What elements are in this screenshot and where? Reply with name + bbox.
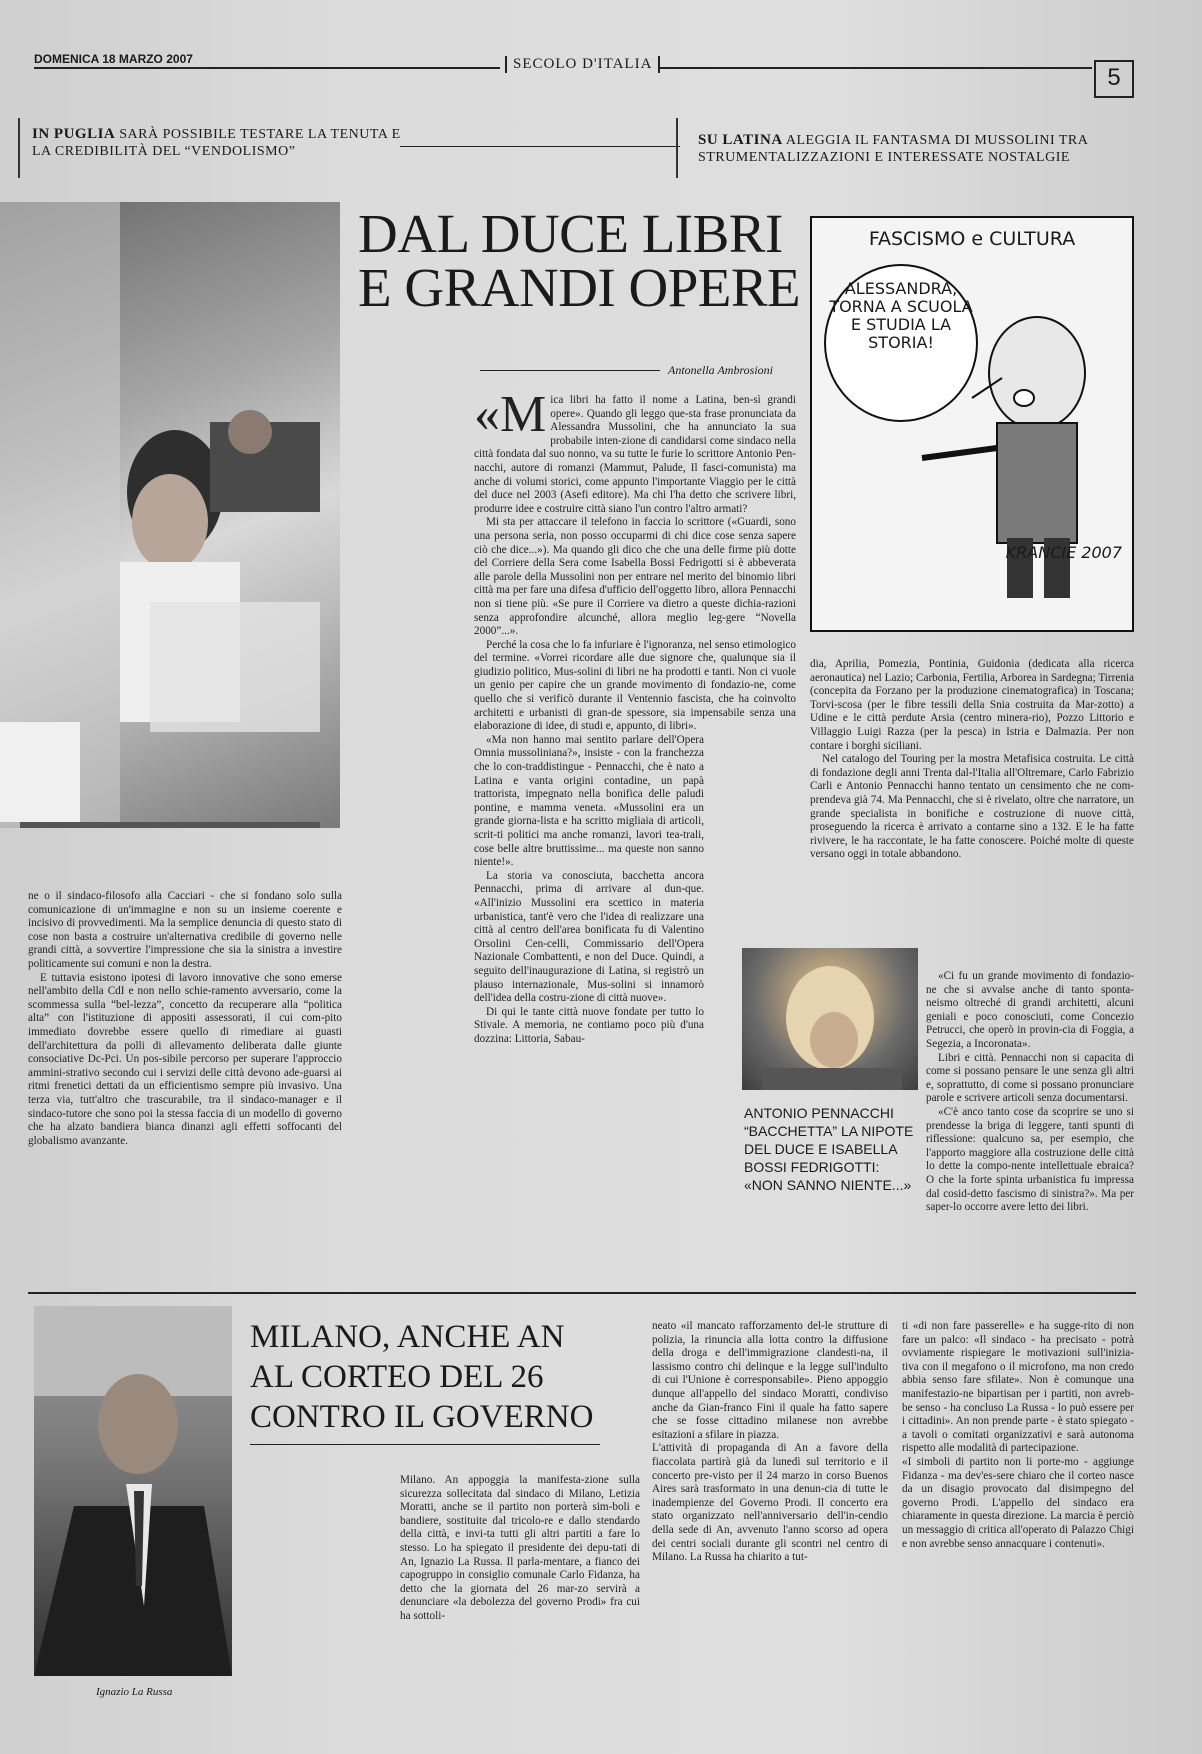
main-article-para: ica libri ha fatto il nome a Latina, ben-sì grandi opere». Quando gli leggo que-sta frase pronunciata da Alessandra Mussolini, che ha annunciato la sua probabile inten-zione di candidarsi come sindaco nella città fondata dal suo nonno, va su tutte le furie lo scrittore Antonio Pen-nacchi, autore di romanzi (Mammut, Palude, Il fasci-comunista) ma anche di volumi storici, come appunto l'importante Viaggio per le città del duce nel 2003 (Asefi editore). Ma chi l'ha detto che scrivere libri, produrre idee e costruire città siano l'un contro l'altro armati? <box>474 394 796 515</box>
kicker-bracket-left <box>18 118 20 178</box>
dropcap: «M <box>474 394 547 443</box>
la-russa-caption: Ignazio La Russa <box>96 1686 173 1698</box>
la-russa-photo-illustration <box>34 1306 232 1676</box>
main-article-para: «Ci fu un grande movimento di fondazio-ne che si avvalse anche di tanto sponta-neismo oltreché di grandi architetti, alcuni geniali e poco conosciuti, come Concezio Petrucci, che operò in provin-cia di Foggia, a Segezia, a Incoronata». <box>926 970 1134 1050</box>
main-article-para: Perché la cosa che lo fa infuriare è l'ignoranza, nel senso etimologico del termine. «Vorrei ricordare alle due signore che, qualunque sia il giudizio politico, Mus-solini di libri ne ha prodotti e tanti. Non ci vuole un genio per capire che un grande movimento di fondazio-ne, come quello che si verificò durante il Ventennio fascista, che ha coinvolto architetti e urbanisti di gran-de spessore, sia impensabile senza una elaborazione di idee, di studi e, appunto, di libri». <box>474 638 796 733</box>
byline-rule <box>480 370 660 371</box>
issue-date: DOMENICA 18 MARZO 2007 <box>34 52 193 66</box>
left-column-para: E tuttavia esistono ipotesi di lavoro innovative che sono emerse nell'ambito della CdI e non nello schie-ramento avversario, come la scommessa sulla “bel-lezza”, concetto da recuperare alla “politica alta” con l'istituzione di appositi assessorati, il cui com-pito immediato dovrebbe essere quello di rimediare ai guasti dell'architettura da polli di allevamento deliberata dalle giunte consociative Dc-Pci. Un pos-sibile percorso per superare l'approccio ammini-strativo secondo cui i servizi delle città devono ade-guarsi ai ritmi frenetici dettati da un efficientismo sempre più invasivo. Una terza via, tutt'altro che trascurabile, tra il sindaco-manager e il sindaco-tutore che sono poi la stessa faccia di un modello di governo che ha alzato bandiera bianca dinanzi agli effetti soffocanti del globalismo avanzante. <box>28 971 342 1147</box>
bottom-headline-rule <box>250 1444 600 1445</box>
main-article-para: «Ma non hanno mai sentito parlare dell'Opera Omnia mussoliniana?», insiste - con la franchezza che lo con-traddistingue - Pennacchi, che è nato a Latina e vanta origini contadine, un papà trattorista, impegnato nella bonifica delle paludi pontine, e mamma veneta. «Mussolini era un grande giorna-lista e ha scritto migliaia di articoli, scrit-ti politici ma anche romanzi, lavori tea-trali, cose belle altre bruttissime... ma queste non sanno niente!». <box>474 733 704 869</box>
cartoon-speech-bubble: ALESSANDRA, TORNA A SCUOLA E STUDIA LA STORIA! <box>824 264 978 422</box>
cartoon-title: FASCISMO e CULTURA <box>868 228 1076 250</box>
voting-photo <box>0 202 340 828</box>
main-article-col2-upper <box>810 658 1134 970</box>
la-russa-photo <box>34 1306 232 1676</box>
left-column-para: ne o il sindaco-filosofo alla Cacciari - che si fondano solo sulla comunicazione di un'immagine e non su un insieme coerente e incisivo di provvedimenti. Ma la semplice denuncia di questo stato di cose non basta a costruire un'alternativa credibile di governo nelle grandi città, a sovvertire l'impressione che sia la sinistra a investire politicamente sui comuni e non la destra. <box>28 890 342 970</box>
bottom-article-col3: ti «di non fare passerelle» e ha sugge-rito di non fare un palco: «Il sindaco - ha precisato - potrà ovviamente rispiegare le motivazioni sull'inizia-tiva con il megafono o il microfono, ma non credo abbia senso fare sfilate». Non è comunque una manifestazio-ne bipartisan per i partiti, non avreb-be senso - ha concluso La Russa - lo può essere per i cittadini». An non prende parte - è stato spiegato - a tavoli o comitati organizzativi e sarà autonoma rispetto alle modalità di partecipazione. «I simboli di partito non li porte-mo - aggiunge Fidanza - ma dev'es-sere chiaro che il corteo nasce da un disagio provocato dal disimpegno del governo Prodi. L'appello del sindaco era chiaramente in questa direzione. La marcia è perciò un messaggio di critica all'operato di Palazzo Chigi e non avrebbe senso annacquare i contenuti». <box>902 1320 1134 1550</box>
byline: Antonella Ambrosioni <box>668 363 773 377</box>
masthead: SECOLO D'ITALIA <box>505 56 660 73</box>
bottom-article-col2: neato «il mancato rafforzamento del-le strutture di polizia, la rinuncia alla lotta contro la diffusione della droga e dell'immigrazione clandesti-na, il lassismo contro chi delinque e la legge sull'indulto di cui l'Unione è corresponsabile». Pieno appoggio dunque all'appello del sindaco Moratti, condiviso anche da Gian-franco Fini il quale ha fatto sapere che se fosse cittadino milanese non avrebbe esitazioni a sfilare in piazza. L'attività di propaganda di An a favore della fiaccolata partirà già da lunedì sul territorio e il concerto pre-visto per il 24 marzo in corso Buenos Aires sarà trasformato in una denun-cia di tutte le inadempienze del Governo Prodi. Il concerto era stato organizzato nell'anniversario dell'in-cendio della sede di An, avvenuto l'anno scorso ad opera dei centri sociali durante gli scontri nel centro di Milano. La Russa ha chiarito a tut- <box>652 1320 888 1564</box>
voting-photo-illustration <box>0 202 340 828</box>
photo-caption: ANTONIO PENNACCHI “BACCHETTA” LA NIPOTE DEL DUCE E ISABELLA BOSSI FEDRIGOTTI: «NON SANNO NIENTE...» <box>744 1105 914 1193</box>
main-article-para: Libri e città. Pennacchi non si capacita di come si possano pensare le une senza gli altri e, soprattutto, di come si possano pronunciare parole e scrivere articoli senza documentarsi. <box>926 1051 1134 1105</box>
main-headline-line1: DAL DUCE LIBRI <box>358 203 783 264</box>
bottom-article-col1: Milano. An appoggia la manifesta-zione sulla sicurezza sollecitata dal sindaco di Milano, Letizia Moratti, anche se il partito non porterà sim-boli e bandiere, sostituite dal tricolo-re e dallo stendardo della città, e invi-ta tutti gli altri partiti a fare lo stesso. Lo ha spiegato il presidente dei depu-tati di An, Ignazio La Russa. Il parla-mentare, a fianco dei capogruppo in consiglio comunale Carlo Fidanza, ha detto che la giornata del 26 mar-zo servirà a denunciare «la debolezza del governo Prodi» fra cui ha sottoli- <box>400 1474 640 1622</box>
kicker-line-left <box>400 146 680 147</box>
header-rule-left <box>34 67 500 69</box>
mussolini-photo-illustration <box>742 948 918 1090</box>
kicker-left-lead: IN PUGLIA <box>32 126 116 142</box>
main-article-para: «C'è anco tanto cose da scoprire se uno si prendesse la briga di leggere, tanti spunti di riflessione: qualcuno sa, per esempio, che l'apporto maggiore alla costruzione delle città lo dette la compo-nente intellettuale ebraica? O che la forte spinta urbanistica fu impressa dal cosid-detto fascismo di sinistra?». Ma per saper-lo occorre avere letto dei libri. <box>926 1105 1134 1214</box>
main-article-para: Nel catalogo del Touring per la mostra Metafisica costruita. Le città di fondazione degli anni Trenta dal-l'Italia all'Oltremare, Carlo Fabrizio Carli e Antonio Pennacchi hanno tentato un censimento che ne com-prendeva già 74. Ma Pennacchi, che si è rivelato, oltre che narratore, un grande specialista in bonifiche e costruzione di nuove città, proseguendo la ricerca è arrivato a contarne sino a 132. E le ha fatte rivivere, le ha raccontate, le ha fatte conoscere. Poiché molte di queste versano oggi in totale abbandono. <box>810 753 1134 861</box>
main-article-col1 <box>474 394 796 1228</box>
page-number: 5 <box>1094 60 1134 98</box>
cartoon-drawing <box>812 218 1132 630</box>
main-article-para: La storia va conosciuta, bacchetta ancora Pennacchi, prima di arrivare al dun-que. «All'inizio Mussolini era scettico in materia urbanistica, tant'è vero che l'idea di realizzare una città al centro dell'area bonificata fu di Valentino Orsolini Cen-celli, Commissario dell'Opera Nazionale Combattenti, e non del Duce. Quindi, a seguito dell'inaugurazione di Latina, si registrò un plauso internazionale, Mus-solini si innamorò dell'idea della costru-zione di città nuove». <box>474 869 704 1005</box>
bottom-headline-line2: AL CORTEO DEL 26 <box>250 1359 544 1395</box>
kicker-right-lead: SU LATINA <box>698 132 783 148</box>
main-article-para: dia, Aprilia, Pomezia, Pontinia, Guidonia (dedicata alla ricerca aeronautica) nel Lazio; Carbonia, Fertilia, Arborea in Sardegna; Tirrenia (concepita da Forzano per la produzione cinematografica) in Toscana; Torvi-scosa (per le fibre tessili della Snia costruita da Mar-zotto) a Udine e le città perdute Arsia (centro minera-rio), Pozzo Littorio e Villaggio Luigi Razza (per la pesca) in Istria e Dalmazia. Per non contare i borghi siciliani. <box>810 658 1134 752</box>
kicker-left <box>32 126 412 160</box>
section-divider <box>28 1292 1136 1294</box>
main-article-para: Mi sta per attaccare il telefono in faccia lo scrittore («Guardi, sono una persona seria, non posso occuparmi di chi dice cose senza sapere ciò che dice...»). Ma quando gli dico che che una delle firme più dotte del Corriere della Sera come Isabella Bossi Fedrigotti si è abbeverata alle parole della Mussolini non per entrare nel merito del binomio libri città ma per fare una difesa d'ufficio dell'oggetto libro, allora Pennacchi non si tiene più. «Se pure il Corriere va dietro a queste dichia-razioni senza approfondire alcunché, allora meglio leg-gere “Novella 2000”...». <box>474 516 796 638</box>
kicker-left-text: SARÀ POSSIBILE TESTARE LA TENUTA E LA CREDIBILITÀ DEL “VENDOLISMO” <box>32 127 401 159</box>
bottom-headline-line3: CONTRO IL GOVERNO <box>250 1399 594 1435</box>
cartoon-signature: KRANCIE 2007 <box>1005 543 1122 562</box>
main-headline-line2: E GRANDI OPERE <box>358 257 801 318</box>
kicker-right <box>698 132 1128 166</box>
kicker-bracket-right <box>676 118 678 178</box>
main-article-col2-lower <box>926 970 1134 1228</box>
cartoon <box>810 216 1134 632</box>
bottom-headline-line1: MILANO, ANCHE AN <box>250 1319 565 1355</box>
mussolini-photo <box>742 948 918 1090</box>
left-column-text <box>28 890 342 1268</box>
kicker-right-text: ALEGGIA IL FANTASMA DI MUSSOLINI TRA STRUMENTALIZZAZIONI E INTERESSATE NOSTALGIE <box>698 133 1088 165</box>
main-article-para: Di qui le tante città nuove fondate per tutto lo Stivale. A memoria, ne contiamo poco più d'una dozzina: Littoria, Sabau- <box>474 1005 704 1045</box>
header-rule-right <box>660 67 1092 69</box>
